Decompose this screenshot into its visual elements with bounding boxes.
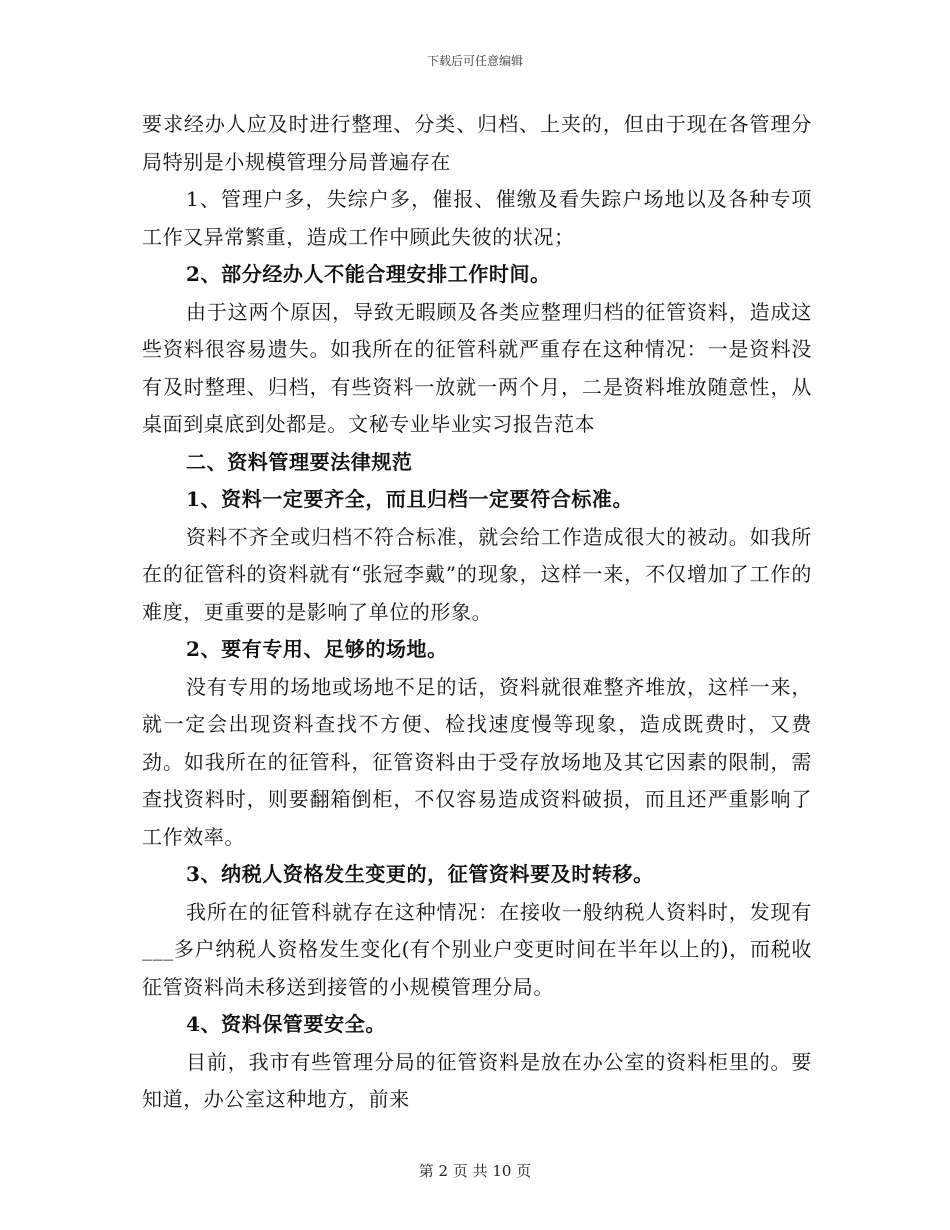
paragraph: 要求经办人应及时进行整理、分类、归档、上夹的，但由于现在各管理分局特别是小规模管理分局普遍存在 xyxy=(142,112,812,174)
subheading: 2、部分经办人不能合理安排工作时间。 xyxy=(186,262,551,286)
paragraph: 没有专用的场地或场地不足的话，资料就很难整齐堆放，这样一来，就一定会出现资料查找不方便、检找速度慢等现象，造成既费时，又费劲。如我所在的征管科，征管资料由于受存放场地及其它因素的限制，需查找资料时，则要翻箱倒柜，不仅容易造成资料破损，而且还严重影响了工作效率。 xyxy=(142,674,812,849)
paragraph: 我所在的征管科就存在这种情况：在接收一般纳税人资料时，发现有___多户纳税人资格发生变化(有个别业户变更时间在半年以上的)，而税收征管资料尚未移送到接管的小规模管理分局。 xyxy=(142,899,812,999)
paragraph: 由于这两个原因，导致无暇顾及各类应整理归档的征管资料，造成这些资料很容易遗失。如我所在的征管科就严重存在这种情况：一是资料没有及时整理、归档，有些资料一放就一两个月，二是资料堆放随意性，从桌面到桌底到处都是。文秘专业毕业实习报告范本 xyxy=(142,299,812,436)
page-header: 下载后可任意编辑 xyxy=(426,54,523,68)
paragraph: 目前，我市有些管理分局的征管资料是放在办公室的资料柜里的。要知道，办公室这种地方，前来 xyxy=(142,1049,812,1111)
subheading: 4、资料保管要安全。 xyxy=(186,1012,386,1036)
section-heading: 二、资料管理要法律规范 xyxy=(186,449,413,474)
subheading: 3、纳税人资格发生变更的，征管资料要及时转移。 xyxy=(186,862,654,886)
paragraph: 资料不齐全或归档不符合标准，就会给工作造成很大的被动。如我所在的征管科的资料就有“张冠李戴”的现象，这样一来，不仅增加了工作的难度，更重要的是影响了单位的形象。 xyxy=(142,524,812,624)
subheading: 1、资料一定要齐全，而且归档一定要符合标准。 xyxy=(186,487,634,511)
paragraph: 1、管理户多，失综户多，催报、催缴及看失踪户场地以及各种专项工作又异常繁重，造成工作中顾此失彼的状况； xyxy=(142,187,812,249)
page-footer: 第 2 页 共 10 页 xyxy=(418,1162,532,1180)
document-body xyxy=(142,106,812,1119)
subheading: 2、要有专用、足够的场地。 xyxy=(186,637,448,661)
